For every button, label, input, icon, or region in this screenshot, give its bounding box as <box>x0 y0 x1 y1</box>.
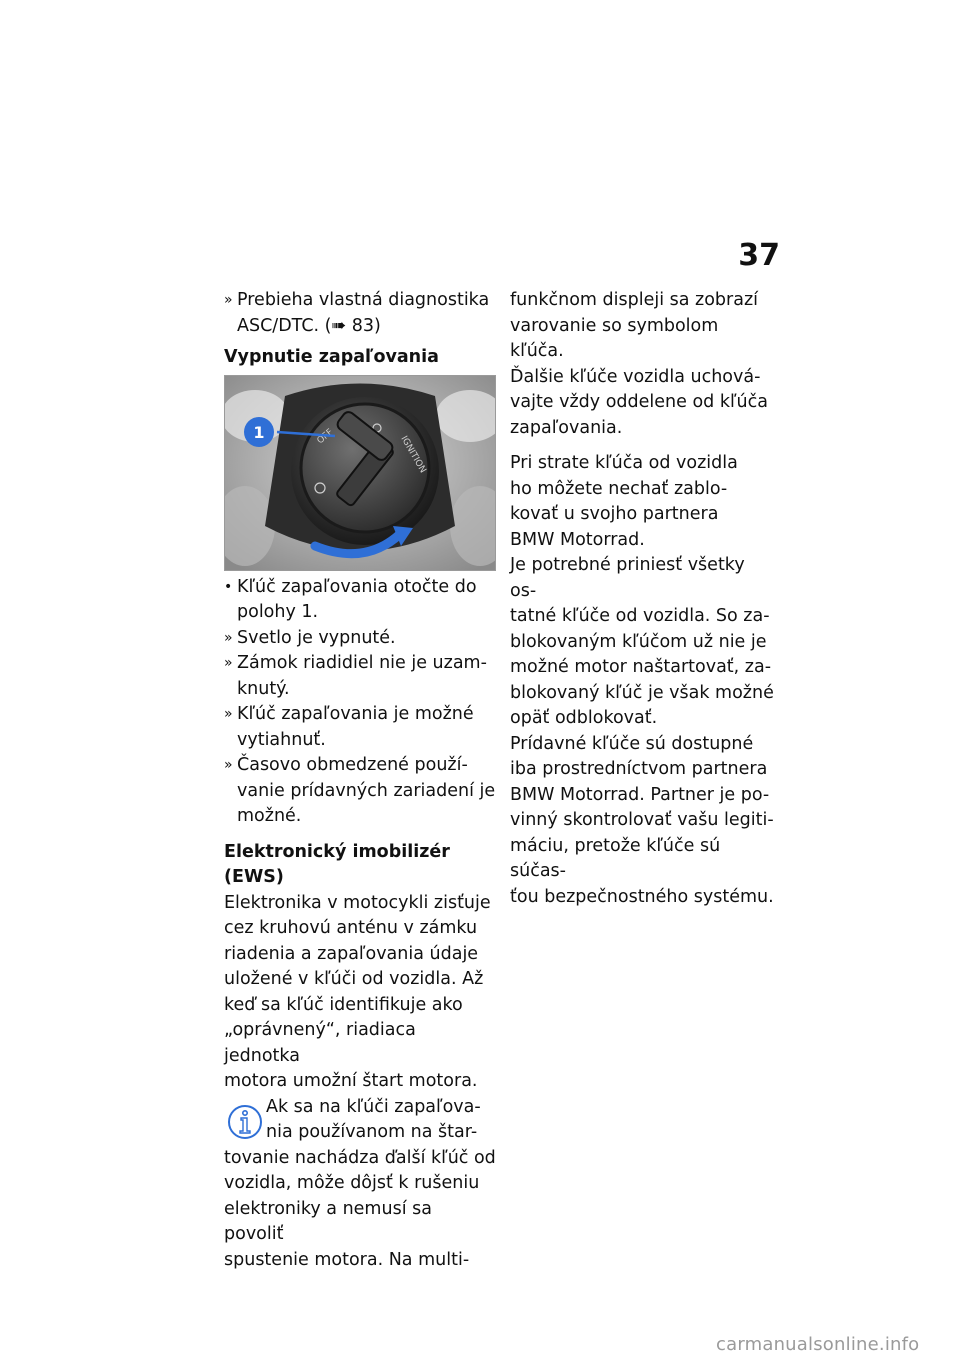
result-line: vytiahnuť. <box>237 729 326 750</box>
lost-key-paragraph <box>510 451 774 910</box>
result-item <box>224 702 496 753</box>
result-line: Kľúč zapaľovania je možné <box>237 704 474 724</box>
info-line: vozidla, môže dôjsť k rušeniu <box>224 1173 480 1193</box>
info-note <box>224 1095 496 1274</box>
text-line: BMW Motorrad. Partner je po- <box>510 784 770 805</box>
text-line: funkčnom displeji sa zobrazí <box>510 290 758 310</box>
text-line: vajte vždy oddelene od kľúča <box>510 392 768 412</box>
info-icon <box>226 1103 264 1145</box>
step-line: polohy 1. <box>237 602 319 622</box>
intro-line: Prebieha vlastná diagnostika <box>237 290 490 310</box>
arrow-marker: » <box>224 629 233 646</box>
result-line: knutý. <box>237 678 290 699</box>
info-line: tovanie nachádza ďalší kľúč od <box>224 1147 496 1168</box>
text-line: kovať u svojho partnera <box>510 504 719 524</box>
result-item <box>224 651 496 702</box>
text-line: iba prostredníctvom partnera <box>510 759 768 779</box>
ews-line: motora umožní štart motora. <box>224 1071 478 1091</box>
ews-line: uložené v kľúči od vozidla. Až <box>224 969 484 989</box>
intro-item <box>224 288 496 339</box>
svg-text:IGNITION: IGNITION <box>398 434 428 475</box>
step-line: Kľúč zapaľovania otočte do <box>237 576 477 597</box>
ews-line: Elektronika v motocykli zisťuje <box>224 892 491 913</box>
arrow-marker: » <box>224 706 233 722</box>
bullet-marker: • <box>224 578 233 595</box>
result-line: vanie prídavných zariadení je <box>237 780 496 801</box>
result-line: Časovo obmedzené použí- <box>237 755 468 775</box>
arrow-marker: » <box>224 655 233 671</box>
ews-line: cez kruhovú anténu v zámku <box>224 918 478 938</box>
text-line: ho môžete nechať zablo- <box>510 478 728 499</box>
left-column <box>224 288 496 1273</box>
text-line: Ďalšie kľúče vozidla uchová- <box>510 366 761 387</box>
info-line: spustenie motora. Na multi- <box>224 1249 470 1270</box>
text-line: možné motor naštartovať, za- <box>510 657 772 677</box>
text-line: varovanie so symbolom kľúča. <box>510 315 719 361</box>
warning-paragraph <box>510 288 774 441</box>
intro-line: ASC/DTC. (➠ 83) <box>237 315 381 336</box>
text-line: blokovaný kľúč je však možné <box>510 682 774 703</box>
info-line: nia používanom na štar- <box>266 1122 478 1142</box>
info-line: Ak sa na kľúči zapaľova- <box>266 1096 481 1117</box>
text-line: Prídavné kľúče sú dostupné <box>510 733 754 754</box>
section-heading-ews: Elektronický imobilizér (EWS) <box>224 841 450 887</box>
ews-line: riadenia a zapaľovania údaje <box>224 943 479 964</box>
right-column <box>510 288 774 910</box>
svg-text:OFF: OFF <box>315 426 336 446</box>
result-item <box>224 753 496 830</box>
arrow-marker: » <box>224 292 233 308</box>
page-number: 37 <box>738 238 780 273</box>
ews-line: „oprávnený“, riadiaca jednotka <box>224 1020 416 1066</box>
ews-paragraph <box>224 891 496 1095</box>
text-line: Pri strate kľúča od vozidla <box>510 453 738 473</box>
section-heading-ignition-off: Vypnutie zapaľovania <box>224 347 439 367</box>
step-item <box>224 575 496 626</box>
ignition-key-photo <box>224 375 496 571</box>
text-line: máciu, pretože kľúče sú súčas- <box>510 835 721 881</box>
ews-line: keď sa kľúč identifikuje ako <box>224 994 463 1015</box>
text-line: blokovaným kľúčom už nie je <box>510 631 767 652</box>
arrow-marker: » <box>224 757 233 773</box>
info-line: elektroniky a nemusí sa povoliť <box>224 1198 432 1244</box>
watermark: carmanualsonline.info <box>716 1334 920 1355</box>
text-line: Je potrebné priniesť všetky os- <box>510 555 745 601</box>
result-item <box>224 626 496 652</box>
result-line: Zámok riadidiel nie je uzam- <box>237 653 487 673</box>
text-line: ťou bezpečnostného systému. <box>510 886 774 907</box>
text-line: tatné kľúče od vozidla. So za- <box>510 606 770 626</box>
text-line: opäť odblokovať. <box>510 708 658 728</box>
figure-callout: 1 <box>253 422 265 442</box>
result-line: možné. <box>237 806 302 826</box>
text-line: zapaľovania. <box>510 417 623 438</box>
text-line: BMW Motorrad. <box>510 529 645 550</box>
text-line: vinný skontrolovať vašu legiti- <box>510 810 774 830</box>
result-line: Svetlo je vypnuté. <box>237 627 396 648</box>
